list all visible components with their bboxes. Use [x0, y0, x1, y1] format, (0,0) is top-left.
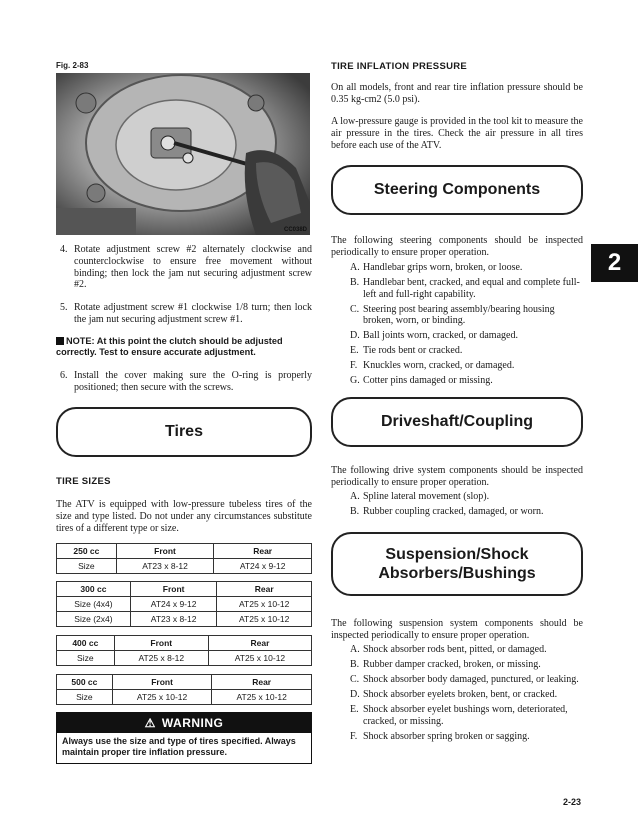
tire-sizes-heading: TIRE SIZES — [56, 476, 111, 487]
list-item: D. Shock absorber eyelets broken, bent, or cracked. — [350, 689, 558, 700]
list-item: B. Rubber damper cracked, broken, or missing. — [350, 659, 541, 670]
table-header-cell: 500 cc — [57, 675, 113, 690]
driveshaft-intro: The following drive system components should be inspected periodically to ensure proper operation. — [331, 465, 583, 488]
table-cell: Size — [57, 690, 113, 705]
step-5 — [60, 302, 312, 326]
list-item: A. Handlebar grips worn, broken, or loose. — [350, 262, 523, 273]
step-text: Install the cover making sure the O-ring is properly positioned; then secure with the screws. — [74, 370, 312, 393]
suspension-intro: The following suspension system components should be inspected periodically to ensure proper operation. — [331, 618, 583, 641]
table-header-cell: Front — [112, 675, 212, 690]
list-item: C. Steering post bearing assembly/bearing housing broken, worn, or binding. — [350, 303, 555, 326]
table-cell: Size — [57, 651, 115, 666]
table-cell: AT25 x 8-12 — [114, 651, 208, 666]
tire-table-250cc — [56, 543, 312, 574]
tire-table-500cc — [56, 674, 312, 705]
table-cell: Size (4x4) — [57, 597, 131, 612]
list-item: E. Shock absorber eyelet bushings worn, deteriorated, cracked, or missing. — [350, 704, 568, 727]
figure-label: Fig. 2-83 — [56, 61, 89, 70]
tires-heading: Tires — [56, 407, 312, 457]
warning-text: Always use the size and type of tires specified. Always maintain proper tire inflation pressure. — [62, 736, 296, 757]
table-cell: AT25 x 10-12 — [217, 612, 312, 627]
list-item: F. Shock absorber spring broken or sagging. — [350, 730, 530, 742]
table-header-cell: Front — [114, 636, 208, 651]
table-header-cell: Front — [116, 544, 214, 559]
list-item: B. Rubber coupling cracked, damaged, or worn. — [350, 506, 544, 517]
table-header-cell: Front — [130, 582, 217, 597]
step-6 — [60, 370, 312, 394]
table-header-cell: 400 cc — [57, 636, 115, 651]
tire-table-300cc — [56, 581, 312, 627]
warning-triangle-icon: ⚠ — [144, 716, 156, 730]
step-text: Rotate adjustment screw #1 clockwise 1/8 turn; then lock the jam nut securing adjustment screw #1. — [74, 302, 312, 325]
table-cell: AT24 x 9-12 — [214, 559, 312, 574]
list-item: B. Handlebar bent, cracked, and equal and complete full-left and full-right capability. — [350, 277, 580, 300]
table-header-cell: 250 cc — [57, 544, 117, 559]
step-text: Rotate adjustment screw #2 alternately clockwise and counterclockwise to ensure free movement without binding; then lock the jam nut securing adjustment screw #2. — [74, 244, 312, 291]
driveshaft-heading: Driveshaft/Coupling — [331, 397, 583, 447]
table-cell: Size (2x4) — [57, 612, 131, 627]
warning-title-bar — [57, 713, 311, 733]
list-item: G. Cotter pins damaged or missing. — [350, 375, 493, 386]
figure-code: CC038D — [283, 227, 307, 233]
list-item: C. Shock absorber body damaged, punctured, or leaking. — [350, 674, 579, 685]
page-number: 2-23 — [563, 797, 582, 807]
clutch-note — [56, 336, 312, 358]
driveshaft-list — [350, 491, 584, 521]
table-cell: AT25 x 10-12 — [112, 690, 212, 705]
table-header-cell: Rear — [212, 675, 312, 690]
table-cell: AT25 x 10-12 — [217, 597, 312, 612]
steering-heading: Steering Components — [331, 165, 583, 215]
table-header-cell: Rear — [214, 544, 312, 559]
list-item: E. Tie rods bent or cracked. — [350, 345, 463, 356]
note-text: NOTE: At this point the clutch should be adjusted correctly. Test to ensure accurate adjustment. — [56, 336, 283, 357]
suspension-heading: Suspension/Shock Absorbers/Bushings — [331, 532, 583, 596]
table-cell: AT25 x 10-12 — [212, 690, 312, 705]
engine-photo-icon — [56, 73, 310, 235]
list-item: D. Ball joints worn, cracked, or damaged. — [350, 330, 518, 341]
table-header-cell: 300 cc — [57, 582, 131, 597]
list-item: A. Shock absorber rods bent, pitted, or damaged. — [350, 644, 547, 655]
step-number: 6. — [60, 370, 68, 381]
tire-inflation-p2: A low-pressure gauge is provided in the tool kit to measure the air pressure in the tires. Check the air pressure in all tires before each use of the ATV. — [331, 116, 583, 151]
tire-inflation-p1: On all models, front and rear tire inflation pressure should be 0.35 kg-cm2 (5.0 psi). — [331, 82, 583, 105]
tire-inflation-heading: TIRE INFLATION PRESSURE — [331, 61, 468, 72]
chapter-tab: 2 — [591, 244, 638, 282]
step-number: 4. — [60, 244, 68, 255]
table-header-cell: Rear — [217, 582, 312, 597]
table-header-cell: Rear — [208, 636, 311, 651]
clutch-adjustment-photo — [56, 73, 310, 235]
table-cell: AT23 x 8-12 — [130, 612, 217, 627]
warning-title: WARNING — [161, 716, 224, 730]
tire-sizes-intro: The ATV is equipped with low-pressure tubeless tires of the size and type listed. Do not under any circumstances substitute tires of a different type or size. — [56, 499, 312, 534]
note-square-icon — [56, 337, 64, 345]
tire-warning-box — [56, 712, 312, 764]
tire-table-400cc — [56, 635, 312, 666]
step-4 — [60, 244, 312, 291]
table-cell: AT23 x 8-12 — [116, 559, 214, 574]
table-cell: AT25 x 10-12 — [208, 651, 311, 666]
table-cell: AT24 x 9-12 — [130, 597, 217, 612]
list-item: A. Spline lateral movement (slop). — [350, 491, 490, 502]
step-number: 5. — [60, 302, 68, 313]
steering-list — [350, 262, 584, 390]
list-item: F. Knuckles worn, cracked, or damaged. — [350, 360, 515, 371]
table-cell: Size — [57, 559, 117, 574]
steering-intro: The following steering components should be inspected periodically to ensure proper operation. — [331, 235, 583, 258]
suspension-list — [350, 644, 584, 746]
